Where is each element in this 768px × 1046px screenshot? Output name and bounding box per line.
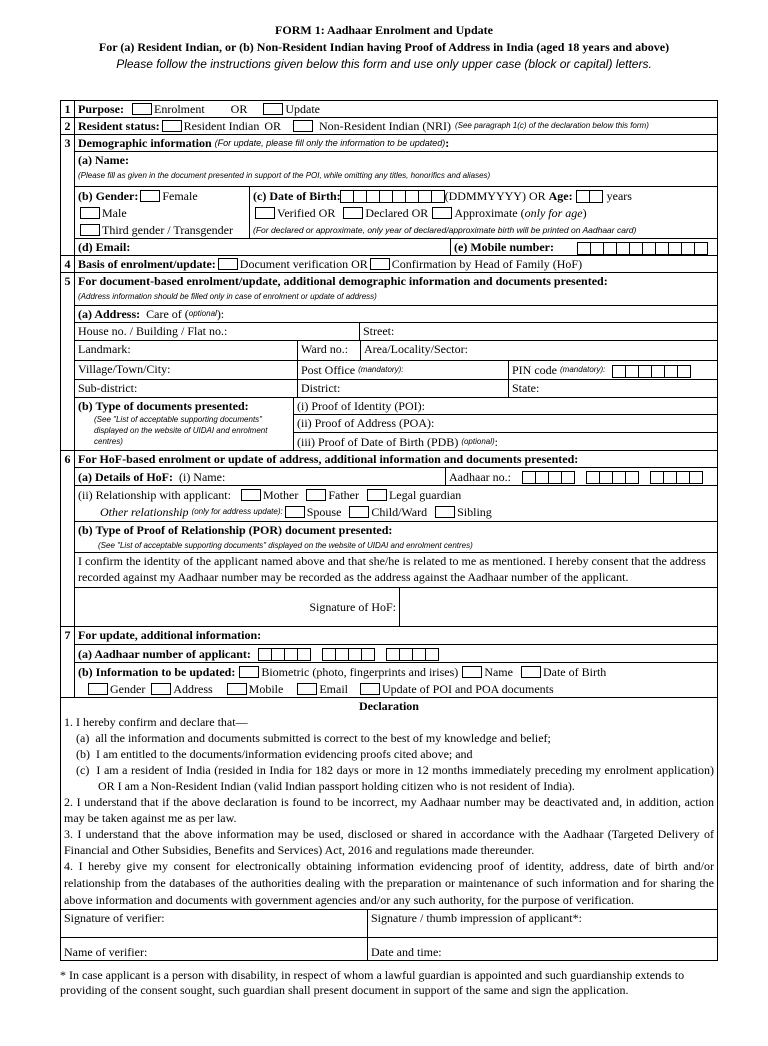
mother-label: Mother <box>262 487 299 502</box>
legal-guardian-label: Legal guardian <box>388 487 462 502</box>
hof-aadhaar-label: Aadhaar no.: <box>449 469 511 484</box>
enrolment-form-table <box>60 100 718 961</box>
third-gender-checkbox[interactable] <box>80 224 100 236</box>
biometric-checkbox[interactable] <box>239 666 259 678</box>
verifier-name-label: Name of verifier: <box>61 938 368 960</box>
info-update-label: (b) Information to be updated: <box>78 664 236 679</box>
applicant-aadhaar-input-2[interactable] <box>323 646 375 662</box>
applicant-signature-label: Signature / thumb impression of applicant*: <box>371 911 582 925</box>
hof-aadhaar-input-3[interactable] <box>651 469 703 485</box>
applicant-aadhaar-label: (a) Aadhaar number of applicant: <box>78 646 251 661</box>
update-label: Update <box>285 102 320 116</box>
footnote: * In case applicant is a person with disability, in respect of whom a lawful guardian is appointed and such guardianship extends to providing of the consent sought, such guardian shall present document in support of the same and sign the application. <box>60 968 685 997</box>
male-checkbox[interactable] <box>80 207 100 219</box>
name-note: (Please fill as given in the document presented in support of the POI, while omitting any titles, honorifics and aliases) <box>78 171 491 180</box>
applicant-aadhaar-input-1[interactable] <box>259 646 311 662</box>
hof-details-label: (a) Details of HoF: <box>78 469 173 484</box>
enrolment-label: Enrolment <box>154 102 205 116</box>
father-label: Father <box>328 487 359 502</box>
hof-name-label: (i) Name: <box>178 469 226 484</box>
female-checkbox[interactable] <box>140 190 160 202</box>
dob-note: (For declared or approximate, only year of declared/approximate birth will be printed on Aadhaar card) <box>253 224 637 235</box>
hof-confirmation-text: I confirm the identity of the applicant named above and that she/he is related to me as mentioned. I hereby consent that the address recorded against my Aadhaar number may be recorded as the address against the Aadhaar number of the applicant. <box>75 553 717 588</box>
approximate-label: Approximate ( <box>454 205 525 220</box>
verified-checkbox[interactable] <box>255 207 275 219</box>
landmark-label: Landmark: <box>75 341 298 360</box>
address-update-checkbox[interactable] <box>151 683 171 695</box>
other-relationship-label: Other relationship <box>100 504 189 519</box>
gender-label: (b) Gender: <box>78 188 139 203</box>
paren: ): <box>216 307 225 321</box>
subdistrict-label: Sub-district: <box>75 380 298 397</box>
address-label: (a) Address: <box>78 307 141 321</box>
child-ward-label: Child/Ward <box>371 504 428 519</box>
section7-label: For update, additional information: <box>75 627 717 645</box>
house-label: House no. / Building / Flat no.: <box>75 323 360 340</box>
enrolment-checkbox[interactable] <box>132 103 152 115</box>
basis-label: Basis of enrolment/update: <box>78 257 216 271</box>
female-label: Female <box>162 188 198 203</box>
email-update-checkbox[interactable] <box>297 683 317 695</box>
mother-checkbox[interactable] <box>241 489 261 501</box>
street-label: Street: <box>363 324 395 338</box>
declaration-para-2: 2. I understand that if the above declaration is found to be incorrect, my Aadhaar number may be deactivated and, in addition, action may be taken against me as per law. <box>64 795 714 825</box>
paren: ) <box>582 205 587 220</box>
ward-label: Ward no.: <box>298 341 361 360</box>
section-number: 3 <box>61 135 75 256</box>
section-number: 4 <box>61 256 75 273</box>
pin-label: PIN code <box>512 363 557 377</box>
declaration-item-c: (c) I am a resident of India (resided in India for 182 days or more in 12 months immediately preceding my enrolment application) OR I am a Non-Resident Indian (valid Indian passport holding citizen who is not resident of India). <box>76 763 714 793</box>
colon: : <box>445 136 450 150</box>
declaration-title: Declaration <box>359 699 419 713</box>
mobile-input[interactable] <box>578 239 708 255</box>
update-checkbox[interactable] <box>263 103 283 115</box>
hof-confirmation-checkbox[interactable] <box>370 258 390 270</box>
por-note: (See "List of acceptable supporting documents" displayed on the website of UIDAI and enrolment centres) <box>98 541 473 550</box>
section5-label: For document-based enrolment/update, additional demographic information and documents presented: <box>78 274 608 288</box>
resident-indian-checkbox[interactable] <box>162 120 182 132</box>
mobile-update-checkbox[interactable] <box>227 683 247 695</box>
biometric-label: Biometric (photo, fingerprints and irises) <box>261 664 459 679</box>
mobile-update-label: Mobile <box>248 681 284 696</box>
dob-label: (c) Date of Birth: <box>253 188 341 203</box>
poi-label: (i) Proof of Identity (POI): <box>294 398 717 415</box>
declaration-item-a: (a) all the information and documents submitted is correct to the best of my knowledge and belief; <box>76 731 551 745</box>
sibling-label: Sibling <box>457 504 492 519</box>
section-number: 5 <box>61 273 75 451</box>
post-office-label: Post Office <box>301 363 356 377</box>
spouse-label: Spouse <box>306 504 342 519</box>
poi-poa-update-label: Update of POI and POA documents <box>382 681 554 696</box>
mandatory-note: (mandatory): <box>358 365 404 374</box>
section6-label: For HoF-based enrolment or update of address, additional information and documents presented: <box>75 451 717 468</box>
docs-type-label: (b) Type of documents presented: <box>78 399 249 413</box>
poi-poa-update-checkbox[interactable] <box>360 683 380 695</box>
form-subtitle: For (a) Resident Indian, or (b) Non-Resident Indian having Proof of Address in India (aged 18 years and above) <box>98 40 670 54</box>
gender-update-label: Gender <box>110 681 146 696</box>
hof-signature-field[interactable] <box>400 588 717 626</box>
nri-checkbox[interactable] <box>293 120 313 132</box>
declaration-intro: 1. I hereby confirm and declare that— <box>64 715 248 729</box>
resident-status-label: Resident status: <box>78 119 160 133</box>
colon: : <box>494 434 499 449</box>
sibling-checkbox[interactable] <box>435 506 455 518</box>
pin-input[interactable] <box>613 362 691 378</box>
state-label: State: <box>512 381 540 395</box>
dob-update-label: Date of Birth <box>542 664 607 679</box>
mobile-label: (e) Mobile number: <box>454 240 554 254</box>
name-label: (a) Name: <box>78 153 129 167</box>
optional-note: (optional) <box>461 436 495 446</box>
district-label: District: <box>298 380 509 397</box>
dob-input[interactable] <box>341 188 445 204</box>
care-of-label: Care of ( <box>146 307 189 321</box>
dob-format-label: (DDMMYYYY) OR <box>444 188 546 203</box>
doc-verification-checkbox[interactable] <box>218 258 238 270</box>
applicant-aadhaar-input-3[interactable] <box>387 646 439 662</box>
third-gender-label: Third gender / Transgender <box>102 222 233 237</box>
optional-note: optional <box>188 309 217 318</box>
declaration-item-b: (b) I am entitled to the documents/information evidencing proofs cited above; and <box>76 747 473 761</box>
resident-indian-label: Resident Indian <box>183 119 260 133</box>
section5-note: (Address information should be filled only in case of enrolment or update of address) <box>78 292 377 301</box>
declared-checkbox[interactable] <box>343 207 363 219</box>
demographic-note: (For update, please fill only the information to be updated) <box>214 138 446 148</box>
age-input[interactable] <box>577 188 603 204</box>
gender-update-checkbox[interactable] <box>88 683 108 695</box>
child-ward-checkbox[interactable] <box>349 506 369 518</box>
nri-note: (See paragraph 1(c) of the declaration below this form) <box>454 121 649 130</box>
age-label: Age: <box>548 188 573 203</box>
declaration-para-3: 3. I understand that the above information may be used, disclosed or shared in accordance with the Aadhaar (Targeted Delivery of Financial and Other Subsidies, Benefits and Services) Act, 2016 and regulations made thereunder. <box>64 827 714 857</box>
declared-label: Declared OR <box>365 205 429 220</box>
docs-type-note: (See "List of acceptable supporting documents" displayed on the website of UIDAI and enrolment centres) <box>94 415 268 446</box>
father-checkbox[interactable] <box>306 489 326 501</box>
demographic-label: Demographic information <box>78 136 212 150</box>
por-label: (b) Type of Proof of Relationship (POR) document presented: <box>78 523 393 537</box>
area-label: Area/Locality/Sector: <box>364 342 468 356</box>
pdb-label: (iii) Proof of Date of Birth (PDB) <box>297 434 459 449</box>
email-label: (d) Email: <box>75 239 451 255</box>
or-label: OR <box>230 102 248 116</box>
years-label: years <box>606 188 632 203</box>
male-label: Male <box>102 205 127 220</box>
poa-label: (ii) Proof of Address (POA): <box>294 415 717 433</box>
name-update-checkbox[interactable] <box>462 666 482 678</box>
email-update-label: Email <box>319 681 348 696</box>
verifier-signature-label: Signature of verifier: <box>61 910 368 937</box>
mandatory-note: (mandatory): <box>560 365 606 374</box>
hof-confirmation-label: Confirmation by Head of Family (HoF) <box>391 257 583 271</box>
purpose-label: Purpose: <box>78 102 124 116</box>
relationship-label: (ii) Relationship with applicant: <box>78 487 231 502</box>
approximate-checkbox[interactable] <box>432 207 452 219</box>
form-title: FORM 1: Aadhaar Enrolment and Update <box>275 23 493 37</box>
or-label: OR <box>264 119 281 133</box>
other-relationship-note: (only for address update): <box>191 506 283 516</box>
dob-update-checkbox[interactable] <box>521 666 541 678</box>
doc-verification-label: Document verification OR <box>239 257 368 271</box>
village-label: Village/Town/City: <box>75 361 298 379</box>
declaration-para-4: 4. I hereby give my consent for electronically obtaining information evidencing proof of identity, address, date of birth and/or relationship from the databases of the authorities dealing with the preparation or maintenance of such information and for sharing the above information and documents with government agencies and/or any such authority, for the purpose of verification. <box>64 859 714 907</box>
hof-aadhaar-input-1[interactable] <box>523 469 575 485</box>
spouse-checkbox[interactable] <box>285 506 305 518</box>
name-update-label: Name <box>484 664 513 679</box>
section-number: 2 <box>61 118 75 135</box>
section-number: 6 <box>61 451 75 627</box>
form-header <box>0 22 768 73</box>
date-time-label: Date and time: <box>371 945 442 959</box>
section-number: 7 <box>61 627 75 698</box>
nri-label: Non-Resident Indian (NRI) <box>319 119 451 133</box>
address-update-label: Address <box>173 681 213 696</box>
section-number: 1 <box>61 101 75 118</box>
hof-signature-label: Signature of HoF: <box>75 588 400 626</box>
legal-guardian-checkbox[interactable] <box>367 489 387 501</box>
verified-label: Verified OR <box>277 205 336 220</box>
hof-aadhaar-input-2[interactable] <box>587 469 639 485</box>
approximate-note: only for age <box>524 205 583 220</box>
form-instruction: Please follow the instructions given below this form and use only upper case (block or capital) letters. <box>116 57 652 71</box>
